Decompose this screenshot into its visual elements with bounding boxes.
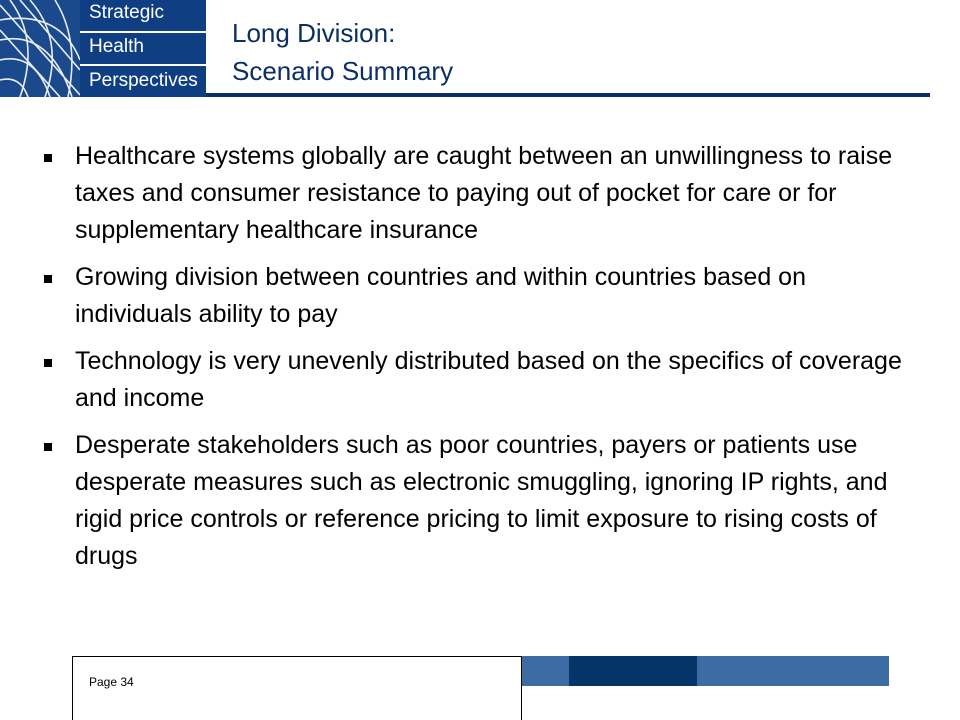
bullet-item: [44, 138, 914, 249]
footer-color-block: [697, 656, 889, 686]
logo-line-perspectives: Perspectives: [89, 70, 198, 91]
logo-divider: [80, 31, 206, 33]
bullet-text: Growing division between countries and within countries based on individuals ability to pay: [75, 263, 806, 328]
slide-title: [232, 14, 832, 90]
bullet-item: [44, 259, 914, 333]
globe-icon: [0, 0, 80, 97]
footer-box: [72, 656, 522, 720]
bullet-text: Healthcare systems globally are caught between an unwillingness to raise taxes and consumer resistance to paying out of pocket for care or for supplementary healthcare insurance: [75, 142, 893, 244]
bullet-text: Desperate stakeholders such as poor countries, payers or patients use desperate measures such as electronic smuggling, ignoring IP rights, and rigid price controls or reference pricing to limit exposure to rising costs of drugs: [75, 431, 888, 570]
logo-line-health: Health: [89, 36, 144, 57]
page-number: Page 34: [89, 675, 134, 689]
bullet-item: [44, 427, 914, 575]
logo-divider: [80, 64, 206, 66]
bullet-list: [44, 138, 914, 585]
slide-title-line-2: Scenario Summary: [232, 56, 454, 86]
title-underline: [206, 93, 930, 97]
square-bullet-icon: [44, 154, 52, 162]
square-bullet-icon: [44, 359, 52, 367]
logo-text-block: [80, 0, 206, 97]
slide-title-line-1: Long Division:: [232, 18, 396, 48]
company-logo: [0, 0, 206, 97]
footer-color-block: [522, 656, 569, 686]
square-bullet-icon: [44, 275, 52, 283]
logo-line-strategic: Strategic: [89, 2, 164, 23]
bullet-item: [44, 343, 914, 417]
square-bullet-icon: [44, 443, 52, 451]
bullet-text: Technology is very unevenly distributed based on the specifics of coverage and income: [75, 347, 902, 412]
footer-color-block: [569, 656, 697, 686]
